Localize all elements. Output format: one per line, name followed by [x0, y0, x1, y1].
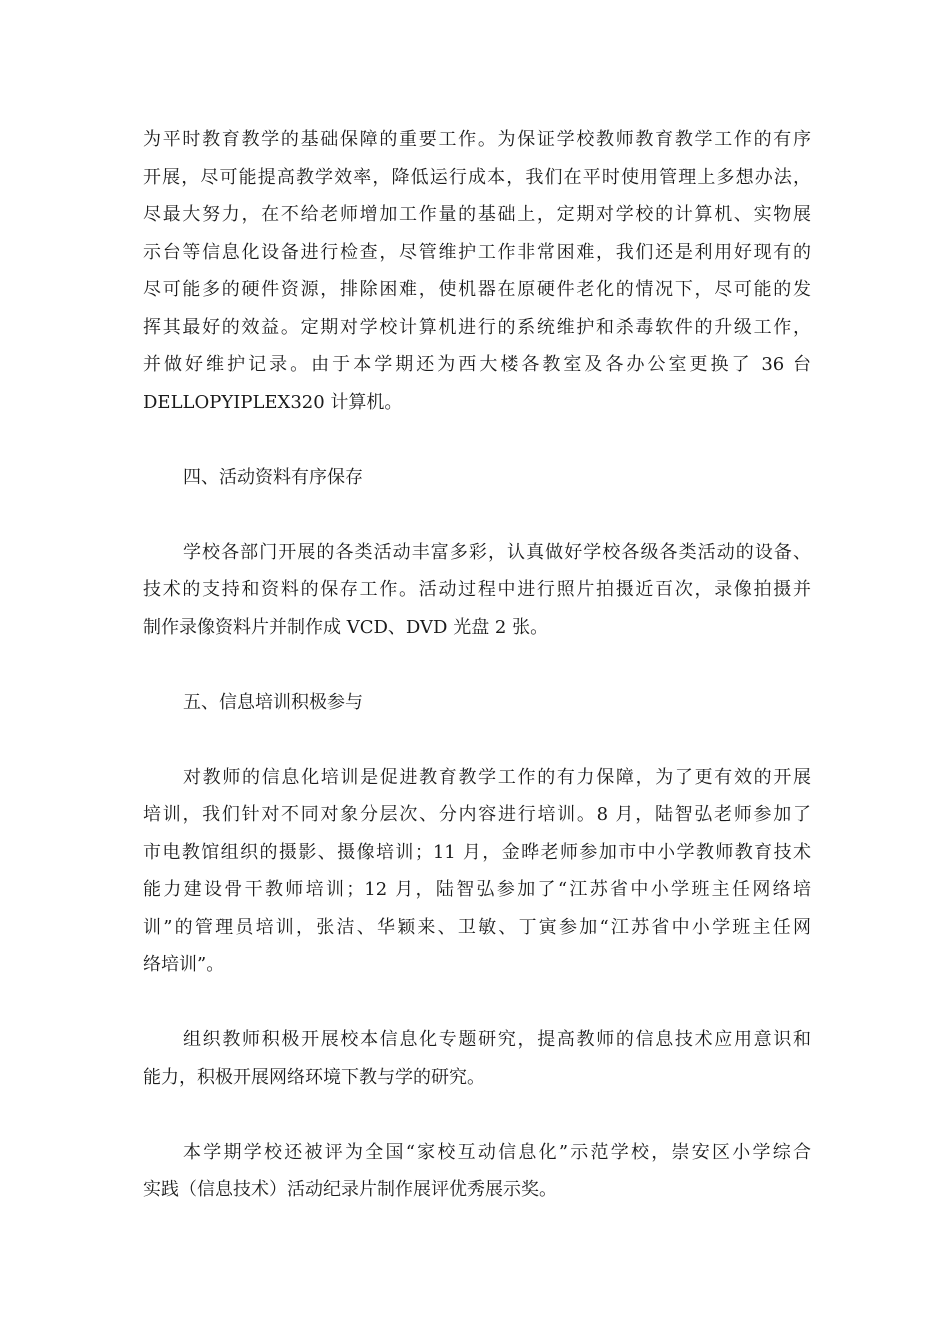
paragraph-awards: [143, 1134, 811, 1209]
text-line: 技术的支持和资料的保存工作。活动过程中进行照片拍摄近百次，录像拍摄并: [143, 579, 811, 600]
text-line: 尽可能多的硬件资源，排除困难，使机器在原硬件老化的情况下，尽可能的发: [143, 279, 811, 300]
paragraph-training: [143, 759, 811, 984]
text-line: DELLOPYIPLEX320 计算机。: [143, 391, 403, 413]
paragraph-maintenance: [143, 121, 811, 421]
text-line: 学校各部门开展的各类活动丰富多彩，认真做好学校各级各类活动的设备、: [183, 541, 811, 563]
text-line: 络培训”。: [143, 954, 225, 975]
text-line: 开展，尽可能提高教学效率，降低运行成本，我们在平时使用管理上多想办法，: [143, 166, 811, 188]
text-line: 训”的管理员培训，张洁、华颖来、卫敏、丁寅参加“江苏省中小学班主任网: [143, 916, 811, 938]
paragraph-research: [143, 1021, 811, 1096]
text-line: 能力，积极开展网络环境下教与学的研究。: [143, 1066, 485, 1088]
text-line: 本学期学校还被评为全国“家校互动信息化”示范学校，崇安区小学综合: [183, 1141, 811, 1163]
text-line: 能力建设骨干教师培训；12 月，陆智弘参加了“江苏省中小学班主任网络培: [143, 879, 811, 900]
text-line: 对教师的信息化培训是促进教育教学工作的有力保障，为了更有效的开展: [183, 766, 811, 788]
section-heading-5: 五、信息培训积极参与: [183, 691, 363, 713]
paragraph-activity-archive: [143, 534, 811, 647]
text-line: 示台等信息化设备进行检查，尽管维护工作非常困难，我们还是利用好现有的: [143, 241, 811, 263]
text-line: 培训，我们针对不同对象分层次、分内容进行培训。8 月，陆智弘老师参加了: [143, 804, 811, 825]
text-line: 挥其最好的效益。定期对学校计算机进行的系统维护和杀毒软件的升级工作，: [143, 316, 811, 338]
text-line: 并做好维护记录。由于本学期还为西大楼各教室及各办公室更换了 36 台: [143, 354, 811, 375]
text-line: 为平时教育教学的基础保障的重要工作。为保证学校教师教育教学工作的有序: [143, 129, 811, 150]
text-line: 实践（信息技术）活动纪录片制作展评优秀展示奖。: [143, 1179, 557, 1200]
text-line: 制作录像资料片并制作成 VCD、DVD 光盘 2 张。: [143, 616, 549, 638]
text-line: 市电教馆组织的摄影、摄像培训；11 月，金晔老师参加市中小学教师教育技术: [143, 841, 811, 863]
section-heading-4: 四、活动资料有序保存: [183, 466, 363, 488]
text-line: 组织教师积极开展校本信息化专题研究，提高教师的信息技术应用意识和: [183, 1029, 811, 1050]
document-page: [143, 121, 811, 1209]
text-line: 尽最大努力，在不给老师增加工作量的基础上，定期对学校的计算机、实物展: [143, 204, 811, 225]
